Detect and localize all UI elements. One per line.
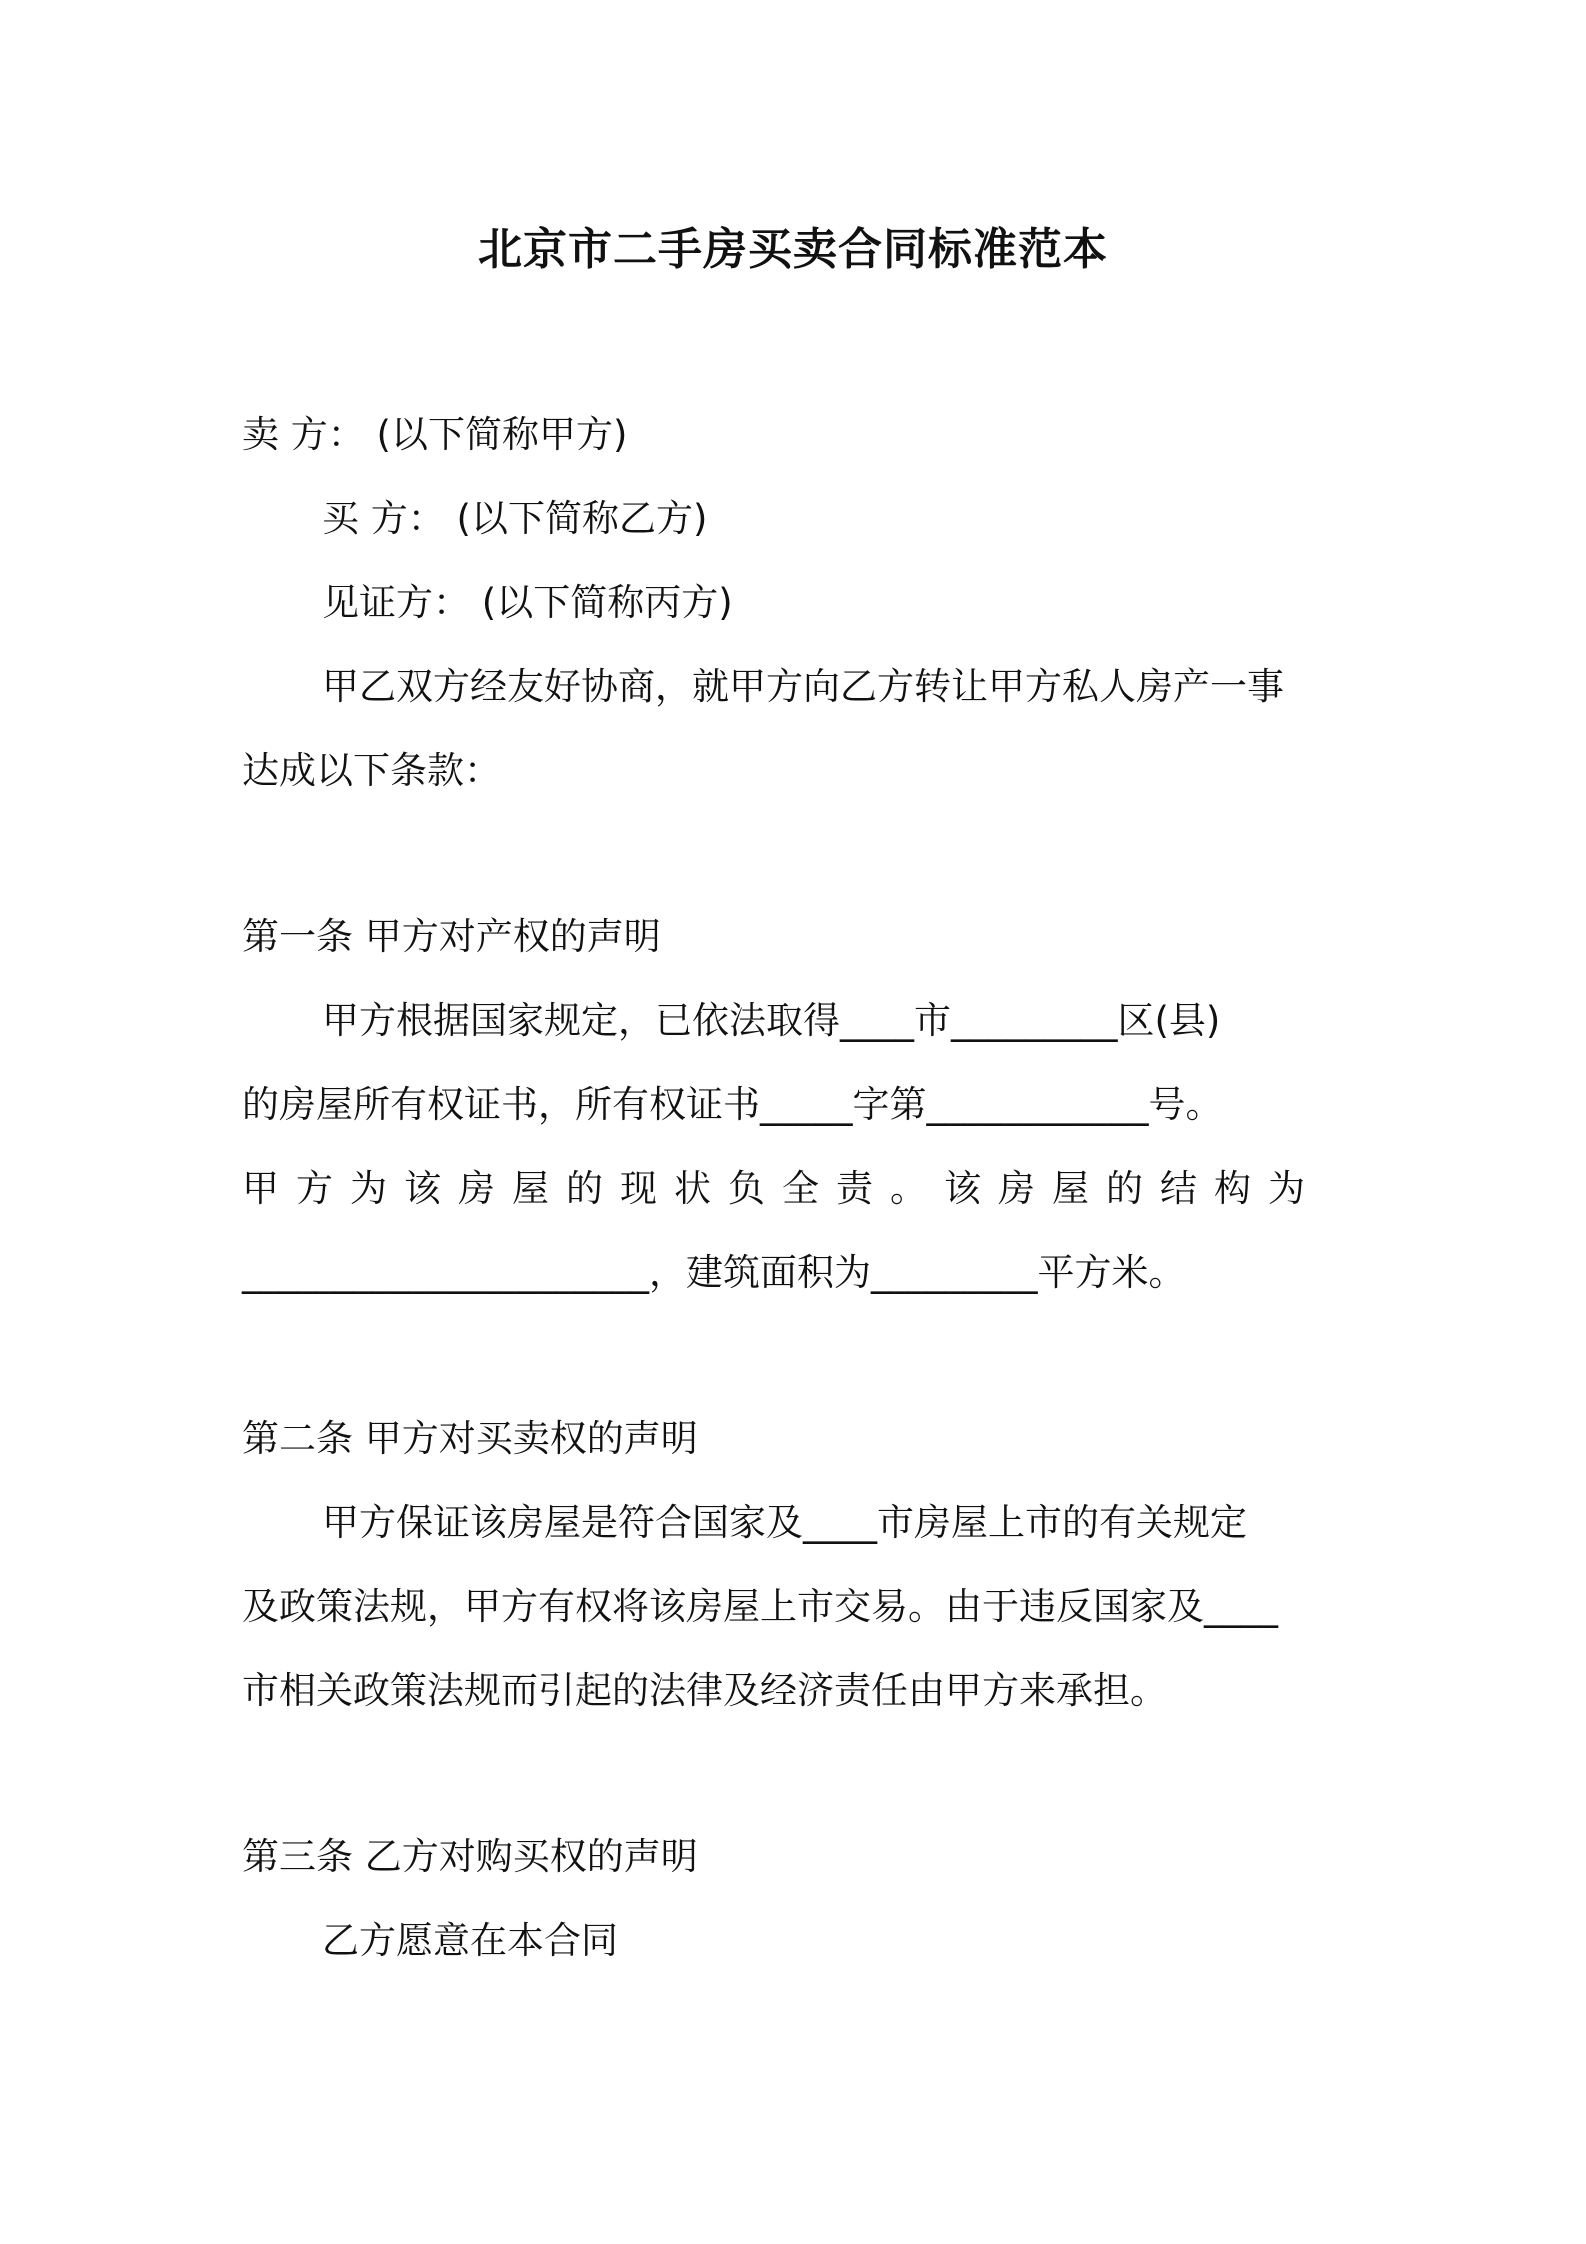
article-2-line-2: 及政策法规，甲方有权将该房屋上市交易。由于违反国家及____ bbox=[242, 1585, 1278, 1628]
article-1-line-3: 甲方为该房屋的现状负全责。该房屋的结构为 bbox=[242, 1167, 1322, 1210]
article-2-line-1: 甲方保证该房屋是符合国家及____市房屋上市的有关规定 bbox=[322, 1501, 1247, 1544]
buyer-line: 买 方： (以下简称乙方) bbox=[322, 497, 708, 540]
article-1-line-1: 甲方根据国家规定，已依法取得____市_________区(县) bbox=[322, 999, 1221, 1042]
article-1-line-2: 的房屋所有权证书，所有权证书_____字第____________号。 bbox=[242, 1083, 1223, 1126]
article-1-heading: 第一条 甲方对产权的声明 bbox=[242, 915, 661, 958]
intro-line-2: 达成以下条款： bbox=[242, 749, 501, 792]
article-3-heading: 第三条 乙方对购买权的声明 bbox=[242, 1835, 698, 1878]
seller-line: 卖 方： (以下简称甲方) bbox=[242, 413, 628, 456]
article-2-heading: 第二条 甲方对买卖权的声明 bbox=[242, 1417, 698, 1460]
witness-line: 见证方： (以下简称丙方) bbox=[322, 581, 733, 624]
article-2-line-3: 市相关政策法规而引起的法律及经济责任由甲方来承担。 bbox=[242, 1669, 1167, 1712]
intro-line-1: 甲乙双方经友好协商，就甲方向乙方转让甲方私人房产一事 bbox=[322, 665, 1284, 708]
document-title: 北京市二手房买卖合同标准范本 bbox=[478, 224, 1108, 275]
article-3-line-1: 乙方愿意在本合同 bbox=[322, 1919, 618, 1962]
article-1-line-4: ______________________，建筑面积为_________平方米。 bbox=[242, 1251, 1186, 1294]
